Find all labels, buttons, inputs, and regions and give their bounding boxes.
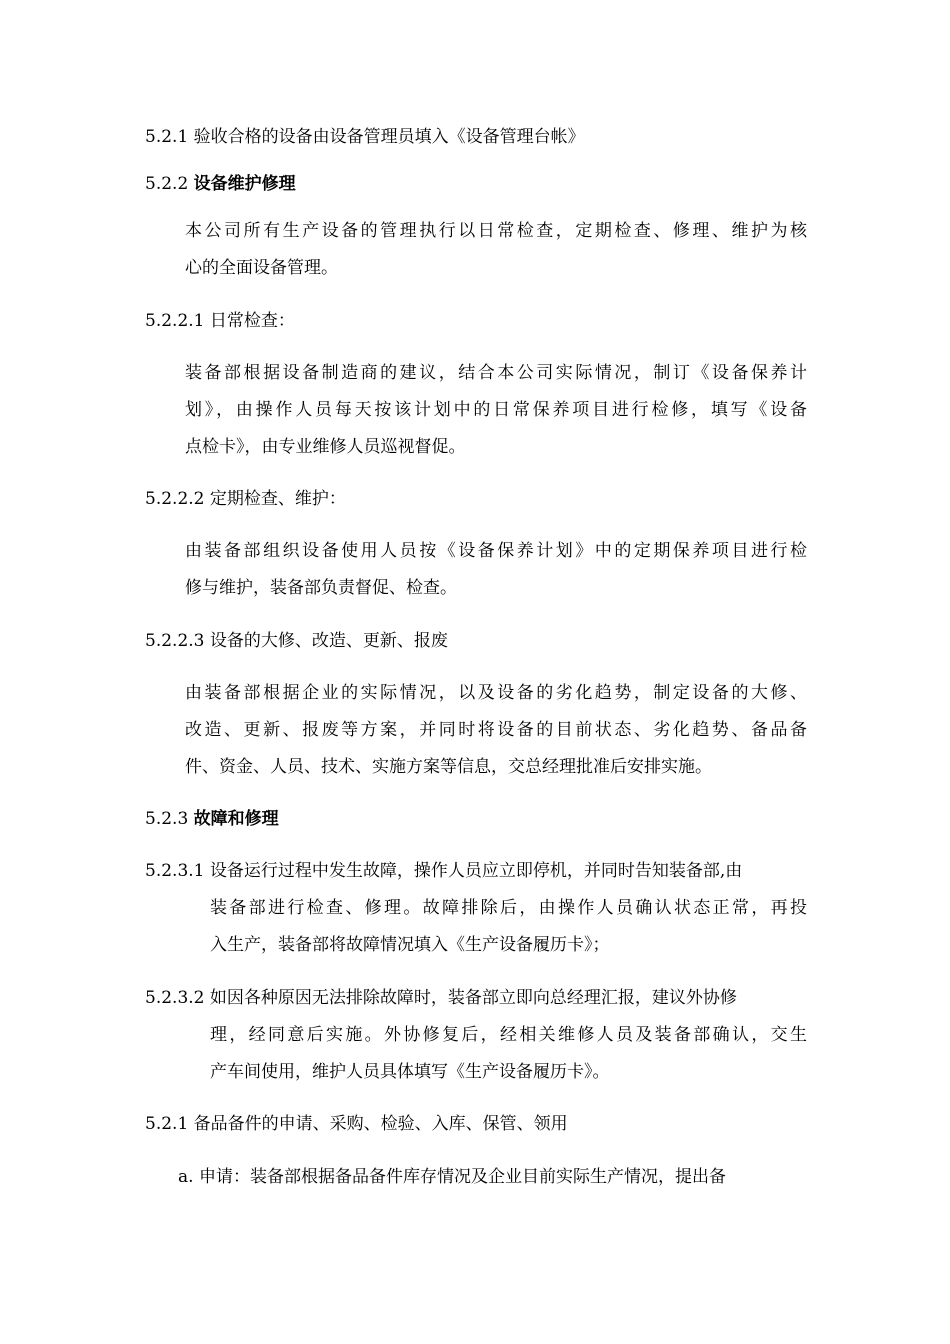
paragraph-line: 理，经同意后实施。外协修复后，经相关维修人员及装备部确认，交生 bbox=[210, 1025, 807, 1045]
section-number: 5.2.2.2 bbox=[145, 489, 205, 509]
section-number: 5.2.3.2 bbox=[145, 988, 205, 1008]
section-title: 设备维护修理 bbox=[193, 174, 296, 194]
section-5-2-1-spares-heading bbox=[145, 1113, 568, 1135]
section-number: 5.2.2.1 bbox=[145, 311, 205, 331]
section-5-2-2-3-heading bbox=[145, 630, 448, 652]
section-text: 设备的大修、改造、更新、报废 bbox=[209, 631, 448, 651]
paragraph-line: 划》，由操作人员每天按该计划中的日常保养项目进行检修，填写《设备 bbox=[185, 400, 807, 420]
section-5-2-2-1-heading bbox=[145, 310, 295, 332]
paragraph-line: 心的全面设备管理。 bbox=[185, 258, 338, 278]
section-number: 5.2.3.1 bbox=[145, 861, 205, 881]
paragraph-line: 产车间使用，维护人员具体填写《生产设备履历卡》。 bbox=[210, 1062, 610, 1082]
paragraph-line: 修与维护，装备部负责督促、检查。 bbox=[185, 578, 457, 598]
paragraph-line: 装备部进行检查、修理。故障排除后，由操作人员确认状态正常，再投 bbox=[210, 898, 807, 918]
section-5-2-3-heading bbox=[145, 808, 279, 830]
section-5-2-2-2-heading bbox=[145, 488, 346, 510]
section-number: 5.2.3 bbox=[145, 809, 189, 829]
paragraph-line: 装备部根据设备制造商的建议，结合本公司实际情况，制订《设备保养计 bbox=[185, 363, 807, 383]
section-text: 设备运行过程中发生故障，操作人员应立即停机，并同时告知装备部,由 bbox=[209, 861, 743, 881]
section-text: 备品备件的申请、采购、检验、入库、保管、领用 bbox=[193, 1114, 568, 1134]
section-title: 故障和修理 bbox=[193, 809, 279, 829]
paragraph-line: 改造、更新、报废等方案，并同时将设备的目前状态、劣化趋势、备品备 bbox=[185, 720, 807, 740]
section-number: 5.2.2.3 bbox=[145, 631, 205, 651]
list-item-a bbox=[178, 1166, 726, 1188]
list-marker: a. bbox=[178, 1167, 194, 1187]
paragraph-line: 由装备部组织设备使用人员按《设备保养计划》中的定期保养项目进行检 bbox=[185, 541, 807, 561]
section-5-2-2-heading bbox=[145, 173, 296, 195]
paragraph-line: 由装备部根据企业的实际情况，以及设备的劣化趋势，制定设备的大修、 bbox=[185, 683, 807, 703]
section-number: 5.2.1 bbox=[145, 127, 189, 147]
section-text: 验收合格的设备由设备管理员填入《设备管理台帐》 bbox=[193, 127, 585, 147]
section-text: 定期检查、维护： bbox=[209, 489, 346, 509]
paragraph-line: 点检卡》，由专业维修人员巡视督促。 bbox=[185, 437, 466, 457]
section-5-2-3-1-first-line bbox=[145, 860, 807, 882]
section-number: 5.2.1 bbox=[145, 1114, 189, 1134]
section-5-2-3-2-first-line bbox=[145, 987, 807, 1009]
section-text: 日常检查： bbox=[209, 311, 295, 331]
paragraph-line: 件、资金、人员、技术、实施方案等信息，交总经理批准后安排实施。 bbox=[185, 757, 712, 777]
paragraph-line: 入生产，装备部将故障情况填入《生产设备履历卡》； bbox=[210, 935, 610, 955]
section-text: 如因各种原因无法排除故障时，装备部立即向总经理汇报，建议外协修 bbox=[209, 988, 737, 1008]
list-text: 申请：装备部根据备品备件库存情况及企业目前实际生产情况，提出备 bbox=[198, 1167, 726, 1187]
section-number: 5.2.2 bbox=[145, 174, 189, 194]
section-5-2-1-heading bbox=[145, 126, 585, 148]
paragraph-line: 本公司所有生产设备的管理执行以日常检查，定期检查、修理、维护为核 bbox=[185, 221, 807, 241]
